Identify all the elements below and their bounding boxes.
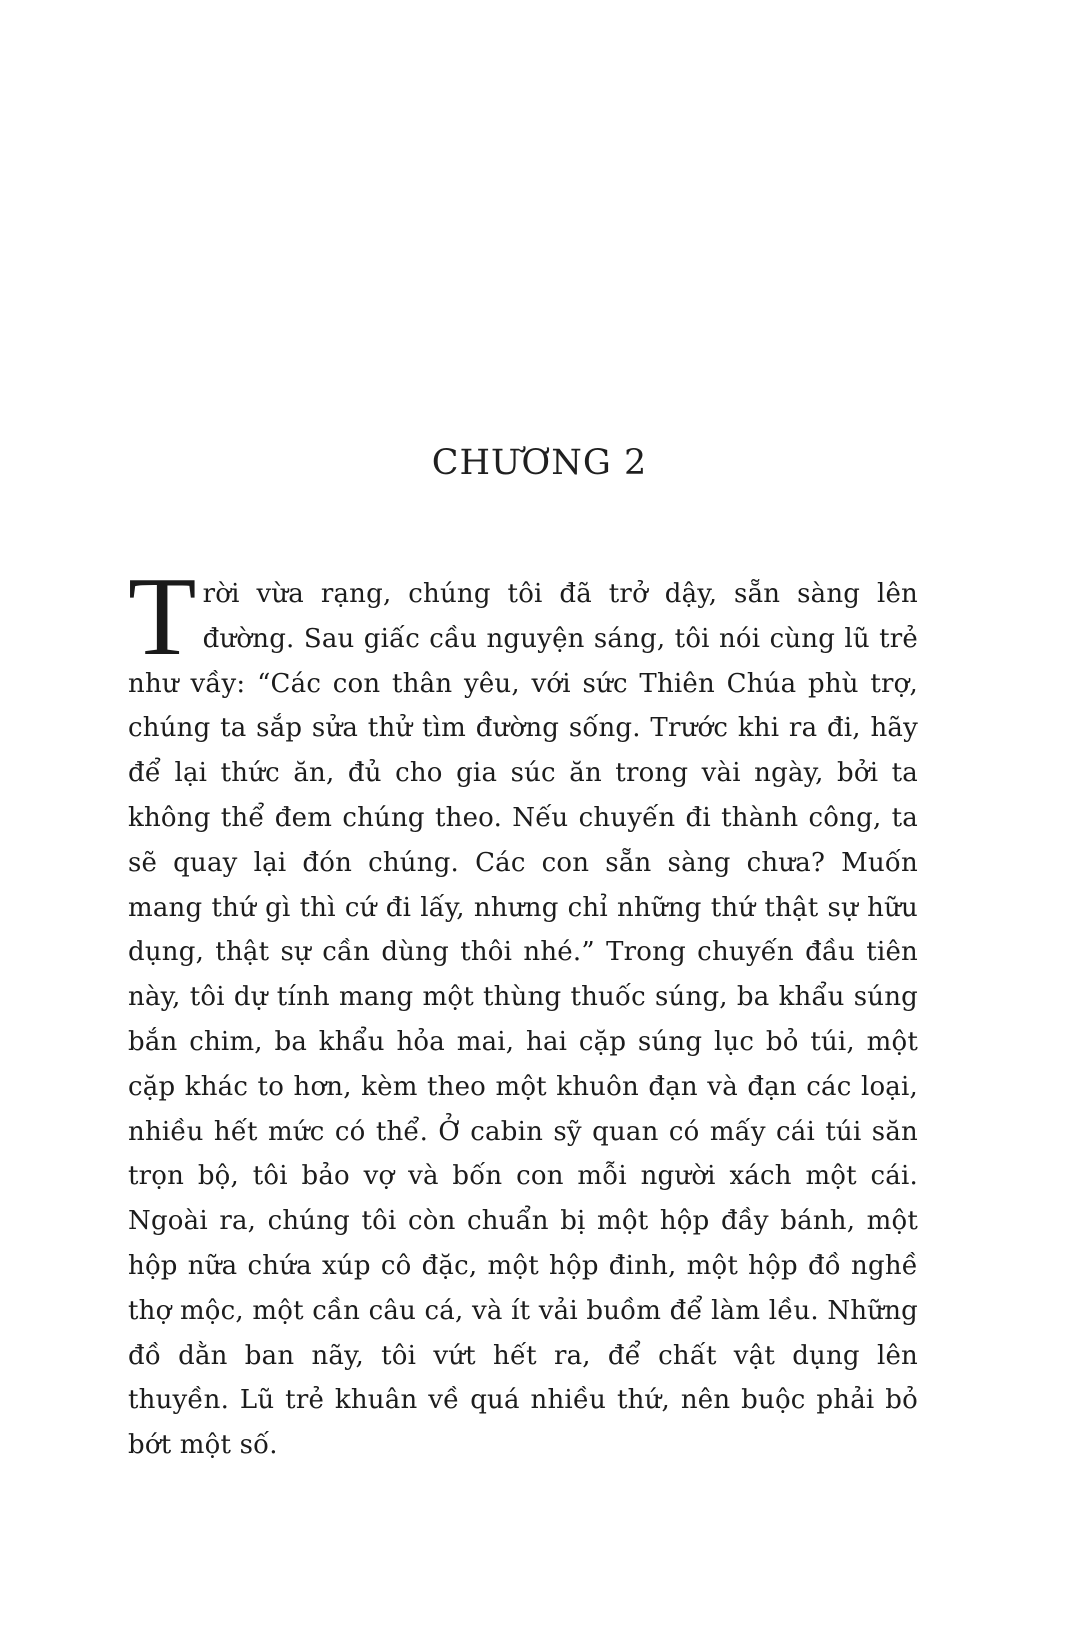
chapter-paragraph bbox=[128, 555, 918, 1468]
drop-cap: T bbox=[128, 555, 197, 679]
chapter-title: CHƯƠNG 2 bbox=[431, 443, 648, 483]
paragraph-text: rời vừa rạng, chúng tôi đã trở dậy, sẵn sàng lên đường. Sau giấc cầu nguyện sáng, tôi nói cùng lũ trẻ như vầy: “Các con thân yêu, với sức Thiên Chúa phù trợ, chúng ta sắp sửa thử tìm đường sống. Trước khi ra đi, hãy để lại thức ăn, đủ cho gia súc ăn trong vài ngày, bởi ta không thể đem chúng theo. Nếu chuyến đi thành công, ta sẽ quay lại đón chúng. Các con sẵn sàng chưa? Muốn mang thứ gì thì cứ đi lấy, nhưng chỉ những thứ thật sự hữu dụng, thật sự cần dùng thôi nhé.” Trong chuyến đầu tiên này, tôi dự tính mang một thùng thuốc súng, ba khẩu súng bắn chim, ba khẩu hỏa mai, hai cặp súng lục bỏ túi, một cặp khác to hơn, kèm theo một khuôn đạn và đạn các loại, nhiều hết mức có thể. Ở cabin sỹ quan có mấy cái túi săn trọn bộ, tôi bảo vợ và bốn con mỗi người xách một cái. Ngoài ra, chúng tôi còn chuẩn bị một hộp đầy bánh, một hộp nữa chứa xúp cô đặc, một hộp đinh, một hộp đồ nghề thợ mộc, một cần câu cá, và ít vải buồm để làm lều. Những đồ dằn ban nãy, tôi vứt hết ra, để chất vật dụng lên thuyền. Lũ trẻ khuân về quá nhiều thứ, nên buộc phải bỏ bớt một số. bbox=[128, 579, 918, 1461]
